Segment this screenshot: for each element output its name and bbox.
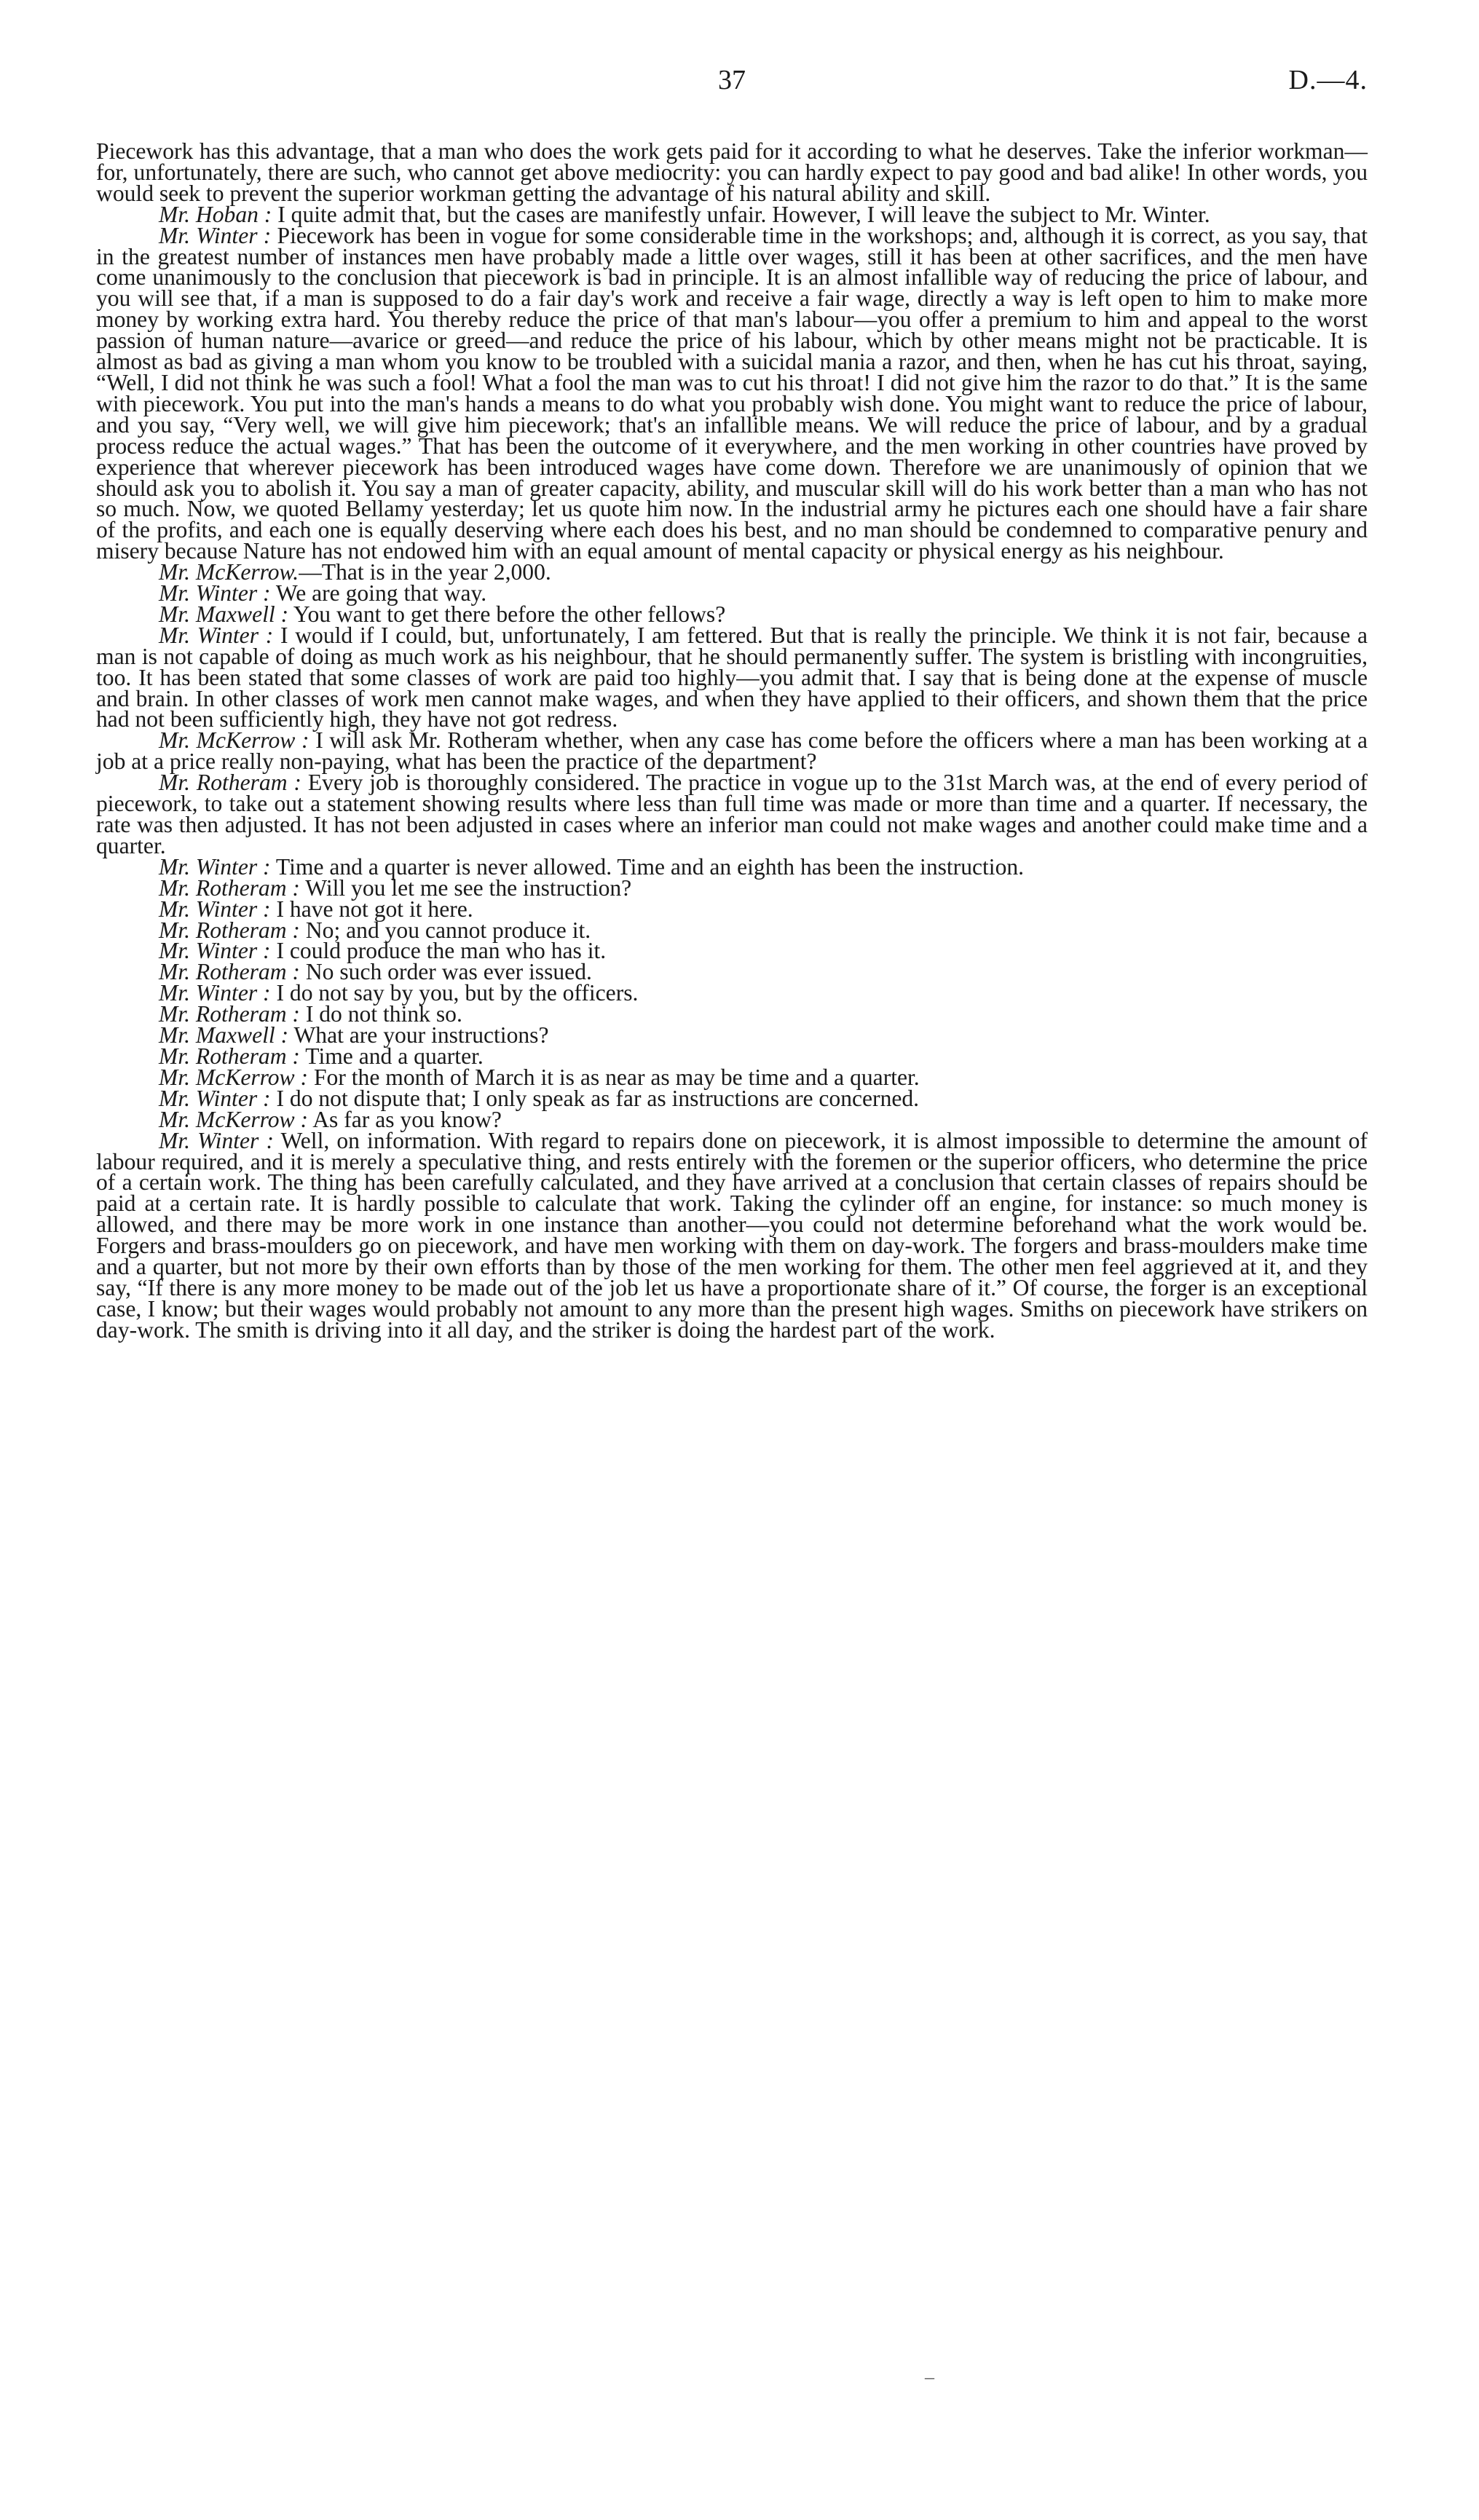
paragraph-text: As far as you know?	[308, 1106, 502, 1132]
speaker-name: Mr. Winter :	[159, 580, 271, 607]
speaker-name: Mr. McKerrow :	[159, 1064, 309, 1090]
speaker-name: Mr. Maxwell :	[159, 601, 289, 627]
paragraph-text: —That is in the year 2,000.	[299, 559, 551, 585]
paragraph-text: I will ask Mr. Rotheram whether, when any case has come before the officers where a man has been working at a job at a price really non-paying, what has been the practice of the department?	[96, 727, 1368, 775]
speaker-name: Mr. Rotheram :	[159, 874, 300, 901]
speaker-name: Mr. Winter :	[159, 980, 271, 1006]
speaker-name: Mr. Winter :	[159, 1127, 274, 1153]
paragraph	[96, 222, 1368, 564]
paragraph-text: You want to get there before the other fellows?	[288, 601, 726, 627]
document-body	[96, 138, 1368, 1343]
speaker-name: Mr. Winter :	[159, 222, 272, 248]
speaker-name: Mr. Winter :	[159, 622, 274, 648]
speaker-name: Mr. Rotheram :	[159, 770, 301, 796]
document-reference: D.—4.	[1288, 65, 1368, 95]
speaker-name: Mr. Rotheram :	[159, 917, 300, 943]
paragraph-text: Time and a quarter.	[299, 1043, 484, 1069]
speaker-name: Mr. Winter :	[159, 1085, 271, 1111]
paragraph-text: What are your instructions?	[288, 1022, 549, 1048]
speaker-name: Mr. Winter :	[159, 938, 271, 964]
speaker-name: Mr. Winter :	[159, 853, 271, 880]
paragraph	[96, 727, 1368, 775]
paragraph	[96, 622, 1368, 732]
paragraph-text: I quite admit that, but the cases are manifestly unfair. However, I will leave the subject to Mr. Winter.	[272, 201, 1210, 227]
speaker-name: Mr. McKerrow :	[159, 1106, 309, 1132]
paragraph-text: For the month of March it is as near as may be time and a quarter.	[308, 1064, 920, 1090]
paragraph-text: I would if I could, but, unfortunately, I am fettered. But that is really the principle. We think it is not fair, because a man is not capable of doing as much work as his neighbour, that he should permanently suffer. The system is bristling with incongruities, too. It has been stated that some classes of work are paid too highly—you admit that. I say that is being done at the expense of muscle and brain. In other classes of work men cannot make wages, and when they have applied to their officers, and shown them that the price had not been sufficiently high, they have not got redress.	[96, 622, 1368, 732]
speaker-name: Mr. McKerrow :	[159, 727, 309, 754]
paragraph-text: I do not think so.	[299, 1001, 462, 1027]
printer-mark: ‒	[925, 2366, 934, 2387]
speaker-name: Mr. McKerrow.	[159, 559, 299, 585]
speaker-name: Mr. Winter :	[159, 896, 271, 922]
paragraph	[96, 770, 1368, 858]
paragraph	[96, 1127, 1368, 1343]
speaker-name: Mr. Rotheram :	[159, 1001, 300, 1027]
paragraph-text: I could produce the man who has it.	[270, 938, 607, 964]
paragraph-text: No; and you cannot produce it.	[299, 917, 591, 943]
paragraph-text: Well, on information. With regard to repairs done on piecework, it is almost impossible to determine the amount of labour required, and it is merely a speculative thing, and rests entirely with the foremen or the superior officers, who determine the price of a certain work. The thing has been carefully calculated, and they have arrived at a conclusion that certain classes of repairs should be paid at a certain rate. It is hardly possible to calculate that work. Taking the cylinder off an engine, for instance: so much money is allowed, and there may be more work in one instance than another—you could not determine beforehand what the work would be. Forgers and brass-moulders go on piecework, and have men working with them on day-work. The forgers and brass-moulders make time and a quarter, but not more by their own efforts than by those of the men working for them. The other men feel aggrieved at it, and they say, “If there is any more money to be made out of the job let us have a proportionate share of it.” Of course, the forger is an exceptional case, I know; but their wages would probably not amount to any more than the present high wages. Smiths on piecework have strikers on day-work. The smith is driving into it all day, and the striker is doing the hardest part of the work.	[96, 1127, 1368, 1343]
paragraph-text: Piecework has this advantage, that a man who does the work gets paid for it according to what he deserves. Take the inferior workman—for, unfortunately, there are such, who cannot get above mediocrity: you can hardly expect to pay good and bad alike! In other words, you would seek to prevent the superior workman getting the advantage of his natural ability and skill.	[96, 138, 1368, 206]
paragraph-text: Piecework has been in vogue for some considerable time in the workshops; and, although it is correct, as you say, that in the greatest number of instances men have probably made a little over wages, still it has been at other sacrifices, and the men have come unanimously to the conclusion that piecework is bad in principle. It is an almost infallible way of reducing the price of labour, and you will see that, if a man is supposed to do a fair day's work and receive a fair wage, directly a way is left open to him to make more money by working extra hard. You thereby reduce the price of that man's labour—you offer a premium to him and appeal to the worst passion of human nature—avarice or greed—and reduce the price of his labour, which by other means might not be practicable. It is almost as bad as giving a man whom you know to be troubled with a suicidal mania a razor, and then, when he has cut his throat, saying, “Well, I did not think he was such a fool! What a fool the man was to cut his throat! I did not give him the razor to do that.” It is the same with piecework. You put into the man's hands a means to do what you probably wish done. You might want to reduce the price of labour, and you say, “Very well, we will give him piecework; that's an infallible means. We will reduce the price of labour, and by a gradual process reduce the actual wages.” That has been the outcome of it everywhere, and the men working in other countries have proved by experience that wherever piecework has been introduced wages have come down. Therefore we are unanimously of opinion that we should ask you to abolish it. You say a man of greater capacity, ability, and muscular skill will do his work better than a man who has not so much. Now, we quoted Bellamy yesterday; let us quote him now. In the industrial army he pictures each one should have a fair share of the profits, and each one is equally deserving where each does his best, and no man should be condemned to comparative penury and misery because Nature has not endowed him with an equal amount of mental capacity or physical energy as his neighbour.	[96, 222, 1368, 564]
paragraph-text: Time and a quarter is never allowed. Time and an eighth has been the instruction.	[270, 853, 1025, 880]
paragraph-text: I do not dispute that; I only speak as far as instructions are concerned.	[270, 1085, 920, 1111]
speaker-name: Mr. Rotheram :	[159, 959, 300, 985]
speaker-name: Mr. Maxwell :	[159, 1022, 289, 1048]
paragraph-text: Will you let me see the instruction?	[299, 874, 632, 901]
speaker-name: Mr. Rotheram :	[159, 1043, 300, 1069]
paragraph-text: We are going that way.	[270, 580, 487, 607]
speaker-name: Mr. Hoban :	[159, 201, 272, 227]
page-header	[96, 64, 1368, 115]
paragraph-text: I have not got it here.	[270, 896, 473, 922]
paragraph-text: I do not say by you, but by the officers.	[270, 980, 639, 1006]
paragraph-text: No such order was ever issued.	[299, 959, 592, 985]
paragraph-text: Every job is thoroughly considered. The practice in vogue up to the 31st March was, at the end of every period of piecework, to take out a statement showing results where less than full time was made or more than time and a quarter. If necessary, the rate was then adjusted. It has not been adjusted in cases where an inferior man could not make wages and another could make time and a quarter.	[96, 770, 1368, 858]
page-number: 37	[718, 65, 746, 95]
paragraph	[96, 138, 1368, 206]
